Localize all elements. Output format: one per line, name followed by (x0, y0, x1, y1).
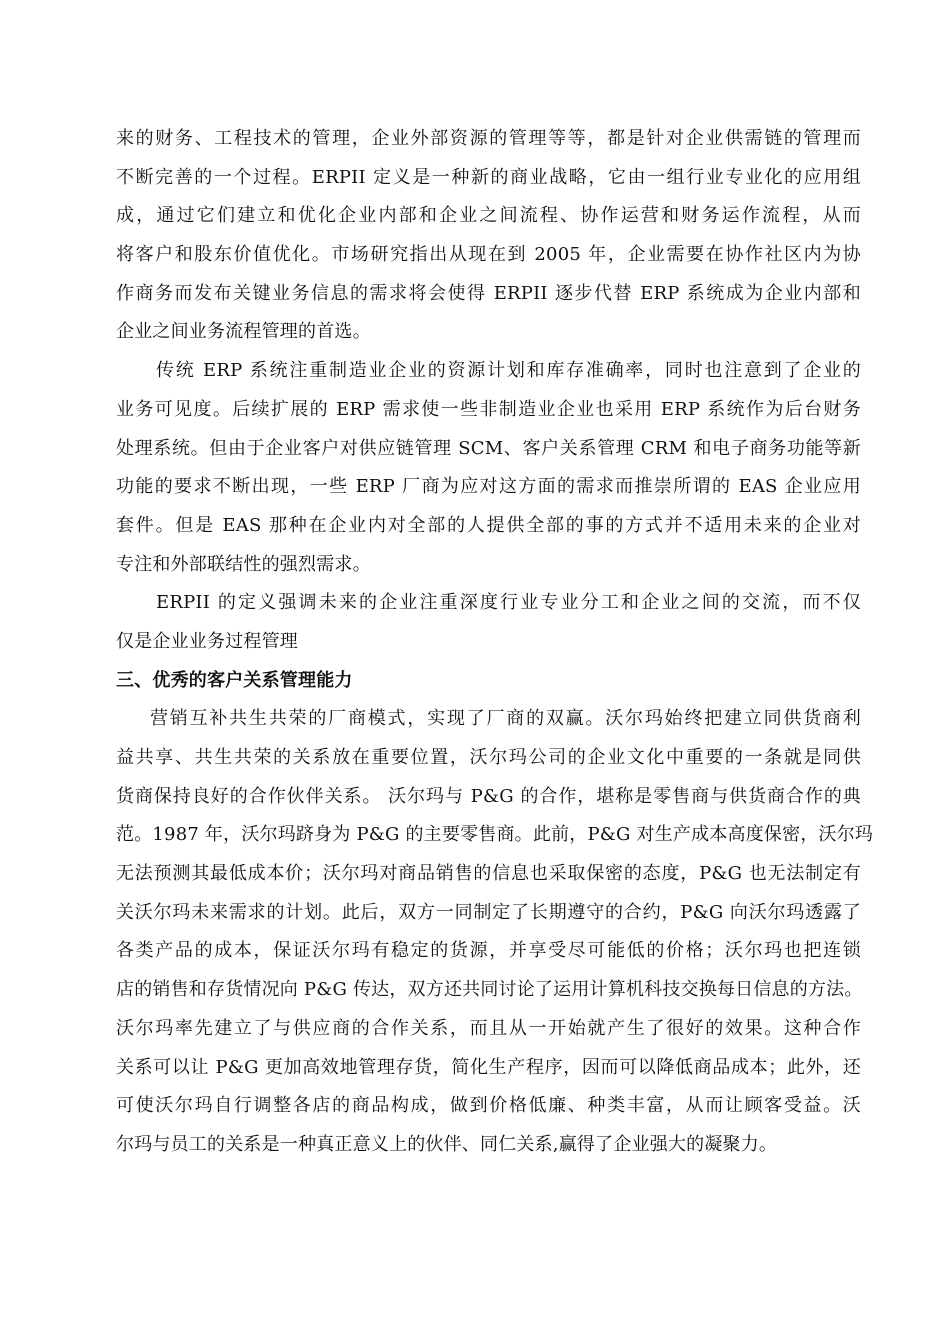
paragraph-1-line-3: 成，通过它们建立和优化企业内部和企业之间流程、协作运营和财务运作流程，从而 (116, 205, 861, 227)
paragraph-4-line-6: 关沃尔玛未来需求的计划。此后，双方一同制定了长期遵守的合约，P&G 向沃尔玛透露了 (116, 901, 861, 923)
paragraph-4-line-3: 货商保持良好的合作伙伴关系。 沃尔玛与 P&G 的合作，堪称是零售商与供货商合作的典 (116, 785, 861, 807)
paragraph-4-line-8: 店的销售和存货情况向 P&G 传达，双方还共同讨论了运用计算机科技交换每日信息的方法。 (116, 979, 863, 1001)
paragraph-4-line-5: 无法预测其最低成本价；沃尔玛对商品销售的信息也采取保密的态度，P&G 也无法制定有 (116, 863, 861, 885)
section-heading: 三、优秀的客户关系管理能力 (116, 669, 353, 691)
paragraph-4-line-1: 营销互补共生共荣的厂商模式，实现了厂商的双赢。沃尔玛始终把建立同供货商利 (150, 708, 861, 730)
paragraph-2-line-3: 处理系统。但由于企业客户对供应链管理 SCM、客户关系管理 CRM 和电子商务功能等新 (116, 437, 861, 459)
paragraph-2-line-1: 传统 ERP 系统注重制造业企业的资源计划和库存准确率，同时也注意到了企业的 (156, 360, 861, 382)
paragraph-1-line-1: 来的财务、工程技术的管理，企业外部资源的管理等等，都是针对企业供需链的管理而 (116, 128, 861, 149)
paragraph-1-line-2: 不断完善的一个过程。ERPII 定义是一种新的商业战略，它由一组行业专业化的应用组 (116, 166, 861, 188)
paragraph-4-line-7: 各类产品的成本，保证沃尔玛有稳定的货源，并享受尽可能低的价格；沃尔玛也把连锁 (116, 940, 861, 962)
paragraph-4-line-2: 益共享、共生共荣的关系放在重要位置，沃尔玛公司的企业文化中重要的一条就是同供 (116, 747, 861, 768)
paragraph-2-line-5: 套件。但是 EAS 那种在企业内对全部的人提供全部的事的方式并不适用未来的企业对 (116, 514, 861, 536)
paragraph-4-line-11: 可使沃尔玛自行调整各店的商品构成，做到价格低廉、种类丰富，从而让顾客受益。沃 (116, 1095, 861, 1117)
paragraph-4-line-9: 沃尔玛率先建立了与供应商的合作关系，而且从一开始就产生了很好的效果。这种合作 (116, 1017, 861, 1039)
document-body (116, 120, 874, 1165)
paragraph-2-line-4: 功能的要求不断出现，一些 ERP 厂商为应对这方面的需求而推崇所谓的 EAS 企业应用 (116, 476, 861, 498)
paragraph-1-line-4: 将客户和股东价值优化。市场研究指出从现在到 2005 年，企业需要在协作社区内为协 (116, 244, 861, 266)
paragraph-3-line-2: 仅是企业业务过程管理 (116, 630, 298, 652)
paragraph-1-line-5: 作商务而发布关键业务信息的需求将会使得 ERPII 逐步代替 ERP 系统成为企业内部和 (116, 282, 861, 304)
paragraph-2-line-2: 业务可见度。后续扩展的 ERP 需求使一些非制造业企业也采用 ERP 系统作为后台财务 (116, 398, 861, 420)
paragraph-1-line-6: 企业之间业务流程管理的首选。 (116, 321, 371, 343)
paragraph-4-line-12: 尔玛与员工的关系是一种真正意义上的伙伴、同仁关系,赢得了企业强大的凝聚力。 (116, 1133, 778, 1155)
paragraph-4-line-4: 范。1987 年，沃尔玛跻身为 P&G 的主要零售商。此前，P&G 对生产成本高度保密，沃尔玛 (116, 824, 874, 846)
paragraph-3-line-1: ERPII 的定义强调未来的企业注重深度行业专业分工和企业之间的交流，而不仅 (156, 592, 861, 614)
paragraph-4-line-10: 关系可以让 P&G 更加高效地管理存货，简化生产程序，因而可以降低商品成本；此外，还 (116, 1056, 861, 1078)
paragraph-2-line-6: 专注和外部联结性的强烈需求。 (116, 553, 371, 575)
